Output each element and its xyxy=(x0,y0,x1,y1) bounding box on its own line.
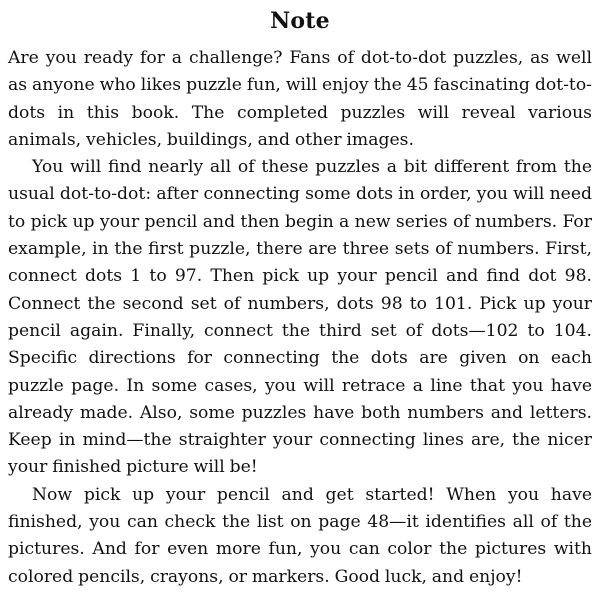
paragraph-instructions: You will find nearly all of these puzzles a bit different from the usual dot-to-dot: after connecting some dots in order, you will need to pick up your pencil and then begin a new series of numbers. For example, in the first puzzle, there are three sets of numbers. First, connect dots 1 to 97. Then pick up your pencil and find dot 98. Connect the second set of numbers, dots 98 to 101. Pick up your pencil again. Finally, connect the third set of dots—102 to 104. Specific directions for connecting the dots are given on each puzzle page. In some cases, you will retrace a line that you have already made. Also, some puzzles have both numbers and letters. Keep in mind—the straighter your connecting lines are, the nicer your finished picture will be! xyxy=(8,157,592,478)
paragraph-closing: Now pick up your pencil and get started! When you have finished, you can check the list on page 48—it identifies all of the pictures. And for even more fun, you can color the pictures with colored pencils, crayons, or markers. Good luck, and enjoy! xyxy=(8,484,592,587)
page-title: Note xyxy=(270,8,330,34)
paragraph-intro: Are you ready for a challenge? Fans of dot-to-dot puzzles, as well as anyone who likes puzzle fun, will enjoy the 45 fascinating dot-to-dots in this book. The completed puzzles will reveal various animals, vehicles, buildings, and other images. xyxy=(8,48,592,150)
